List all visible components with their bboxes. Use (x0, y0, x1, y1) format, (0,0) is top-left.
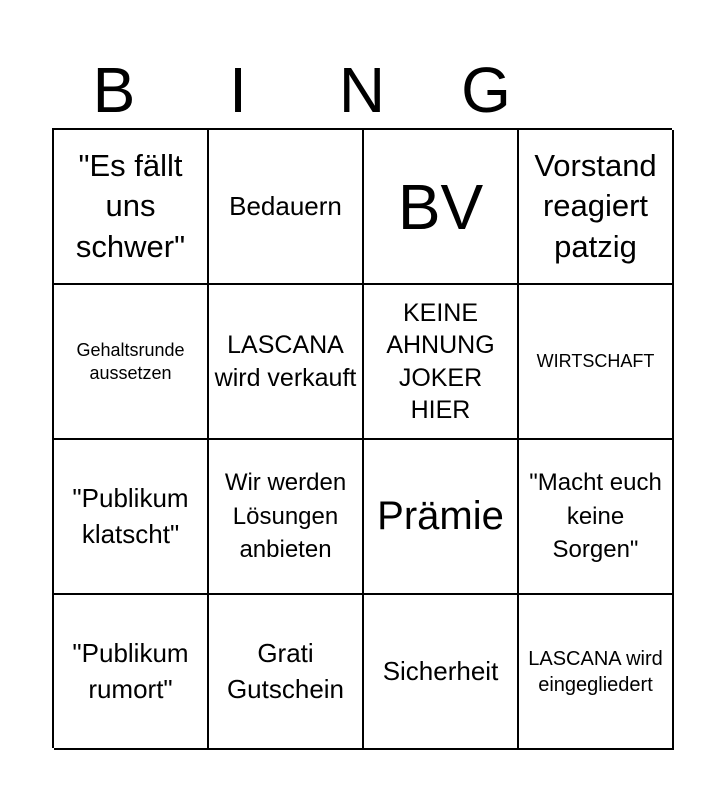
header-letter-i: I (229, 54, 247, 126)
bingo-cell-r2c1[interactable]: Gehaltsrunde aussetzen (54, 285, 209, 440)
bingo-header (52, 52, 672, 128)
bingo-cell-r1c2[interactable]: Bedauern (209, 130, 364, 285)
bingo-cell-r4c1[interactable]: "Publikum rumort" (54, 595, 209, 750)
bingo-cell-r3c4[interactable]: "Macht euch keine Sorgen" (519, 440, 674, 595)
header-letter-b: B (92, 54, 136, 126)
bingo-cell-r4c2[interactable]: Grati Gutschein (209, 595, 364, 750)
bingo-cell-r4c3[interactable]: Sicherheit (364, 595, 519, 750)
bingo-cell-r3c1[interactable]: "Publikum klatscht" (54, 440, 209, 595)
bingo-cell-r3c2[interactable]: Wir werden Lösungen anbieten (209, 440, 364, 595)
header-letter-n: N (338, 54, 386, 126)
bingo-cell-r4c4[interactable]: LASCANA wird eingegliedert (519, 595, 674, 750)
header-letter-g: G (461, 54, 511, 126)
bingo-cell-r2c2[interactable]: LASCANA wird verkauft (209, 285, 364, 440)
bingo-cell-r2c4[interactable]: WIRTSCHAFT (519, 285, 674, 440)
bingo-cell-r3c3[interactable]: Prämie (364, 440, 519, 595)
bingo-board (52, 128, 672, 748)
bingo-cell-r1c3[interactable]: BV (364, 130, 519, 285)
bingo-cell-r1c4[interactable]: Vorstand reagiert patzig (519, 130, 674, 285)
bingo-cell-r1c1[interactable]: "Es fällt uns schwer" (54, 130, 209, 285)
bingo-cell-r2c3[interactable]: KEINE AHNUNG JOKER HIER (364, 285, 519, 440)
